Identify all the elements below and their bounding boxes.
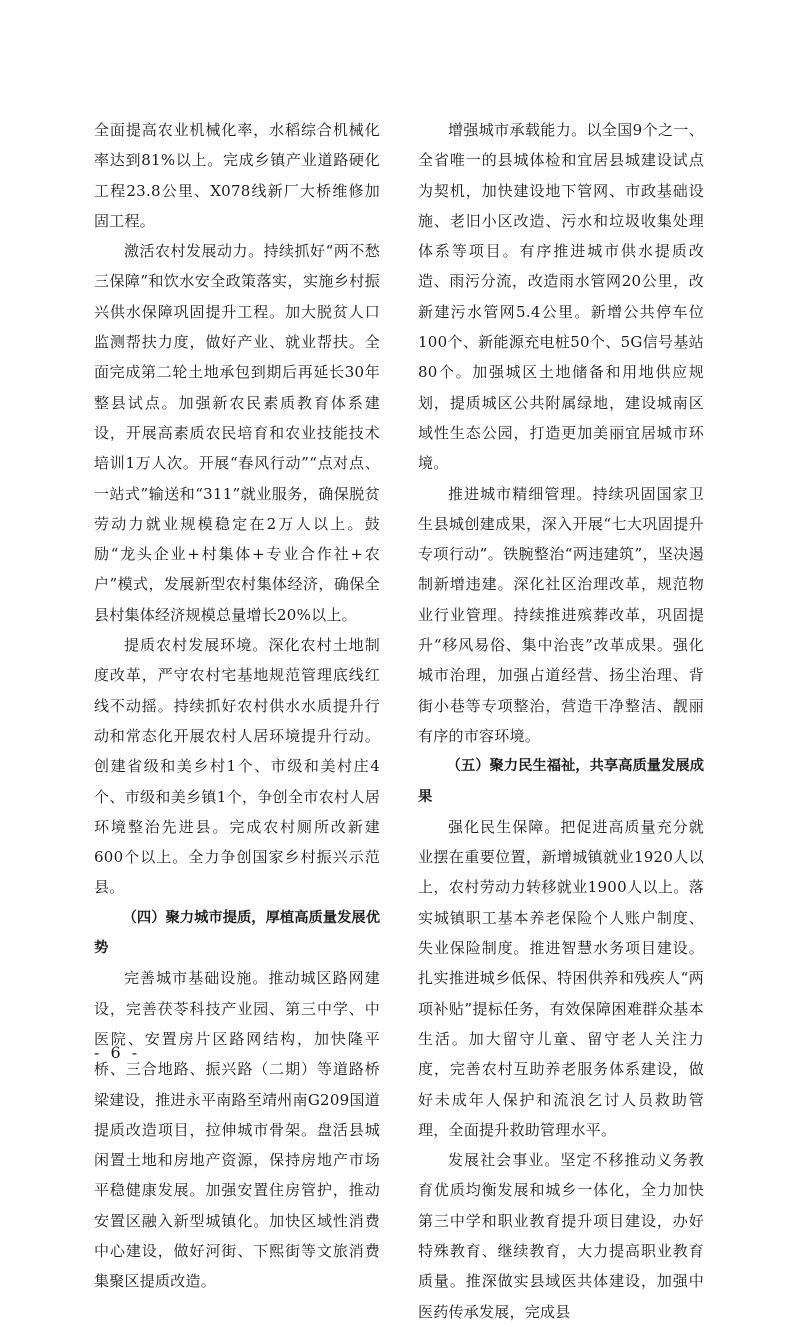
paragraph-rural-environment: 提质农村发展环境。深化农村土地制度改革，严守农村宅基地规范管理底线红线不动摇。持续抓好农村供水水质提升行动和常态化开展农村人居环境提升行动。创建省级和美乡村1个、市级和美村庄4个、市级和美乡镇1个，争创全市农村人居环境整治先进县。完成农村厕所改新建600个以上。全力争创国家乡村振兴示范县。 — [94, 636, 380, 897]
paragraph-urban-infrastructure: 完善城市基础设施。推动城区路网建设，完善茯苓科技产业园、第三中学、中医院、安置房片区路网结构，加快隆平桥、三合地路、振兴路（二期）等道路桥梁建设，推进永平南路至靖州南G209国道提质改造项目，拉伸城市骨架。盘活县城闲置土地和房地产资源，保持房地产市场平稳健康发展。加强安置住房管护，推动安置区融入新型城镇化。加快区域性消费中心建设，做好河街、下熙街等文旅消费集聚区提质改造。 — [94, 969, 380, 1291]
left-column — [94, 115, 380, 1297]
paragraph-livelihood: 强化民生保障。把促进高质量充分就业摆在重要位置，新增城镇就业1920人以上，农村劳动力转移就业1900人以上。落实城镇职工基本养老保险个人账户制度、失业保险制度。推进智慧水务项目建设。扎实推进城乡低保、特困供养和残疾人“两项补贴”提标任务，有效保障困难群众基本生活。加大留守儿童、留守老人关注力度，完善农村互助养老服务体系建设，做好未成年人保护和流浪乞讨人员救助管理，全面提升救助管理水平。 — [418, 817, 704, 1139]
paragraph-urban-capacity: 增强城市承载能力。以全国9个之一、全省唯一的县城体检和宜居县城建设试点为契机，加快建设地下管网、市政基础设施、老旧小区改造、污水和垃圾收集处理体系等项目。有序推进城市供水提质改造、雨污分流，改造雨水管网20公里，改新建污水管网5.4公里。新增公共停车位100个、新能源充电桩50个、5G信号基站80个。加强城区土地储备和用地供应规划，提质城区公共附属绿地，建设城南区域性生态公园，打造更加美丽宜居城市环境。 — [418, 121, 704, 473]
page-number: - 6 - — [94, 1043, 141, 1062]
paragraph-urban-management: 推进城市精细管理。持续巩固国家卫生县城创建成果，深入开展“七大巩固提升专项行动”。铁腕整治“两违建筑”，坚决遏制新增违建。深化社区治理改革，规范物业行业管理。持续推进殡葬改革，巩固提升“移风易俗、集中治丧”改革成果。强化城市治理，加强占道经营、扬尘治理、背街小巷等专项整治，营造干净整洁、靓丽有序的市容环境。 — [418, 484, 704, 745]
section-heading-five: （五）聚力民生福祉，共享高质量发展成果 — [418, 758, 704, 805]
paragraph-rural-momentum: 激活农村发展动力。持续抓好“两不愁三保障”和饮水安全政策落实，实施乡村振兴供水保障巩固提升工程。加大脱贫人口监测帮扶力度，做好产业、就业帮扶。全面完成第二轮土地承包到期后再延长30年整县试点。加强新农民素质教育体系建设，开展高素质农民培育和农业技能技术培训1万人次。开展“春风行动”“点对点、一站式”输送和“311”就业服务，确保脱贫劳动力就业规模稳定在2万人以上。鼓励“龙头企业+村集体+专业合作社+农户”模式，发展新型农村集体经济，确保全县村集体经济规模总量增长20%以上。 — [94, 242, 380, 624]
section-heading-four: （四）聚力城市提质，厚植高质量发展优势 — [94, 909, 380, 957]
right-column — [418, 115, 704, 1327]
paragraph-agri-mechanization: 全面提高农业机械化率，水稻综合机械化率达到81%以上。完成乡镇产业道路硬化工程23.8公里、X078线新厂大桥维修加固工程。 — [94, 121, 380, 230]
paragraph-social-affairs: 发展社会事业。坚定不移推动义务教育优质均衡发展和城乡一体化，全力加快第三中学和职业教育提升项目建设，办好特殊教育、继续教育，大力提高职业教育质量。推深做实县域医共体建设，加强中医药传承发展，完成县 — [418, 1151, 704, 1321]
